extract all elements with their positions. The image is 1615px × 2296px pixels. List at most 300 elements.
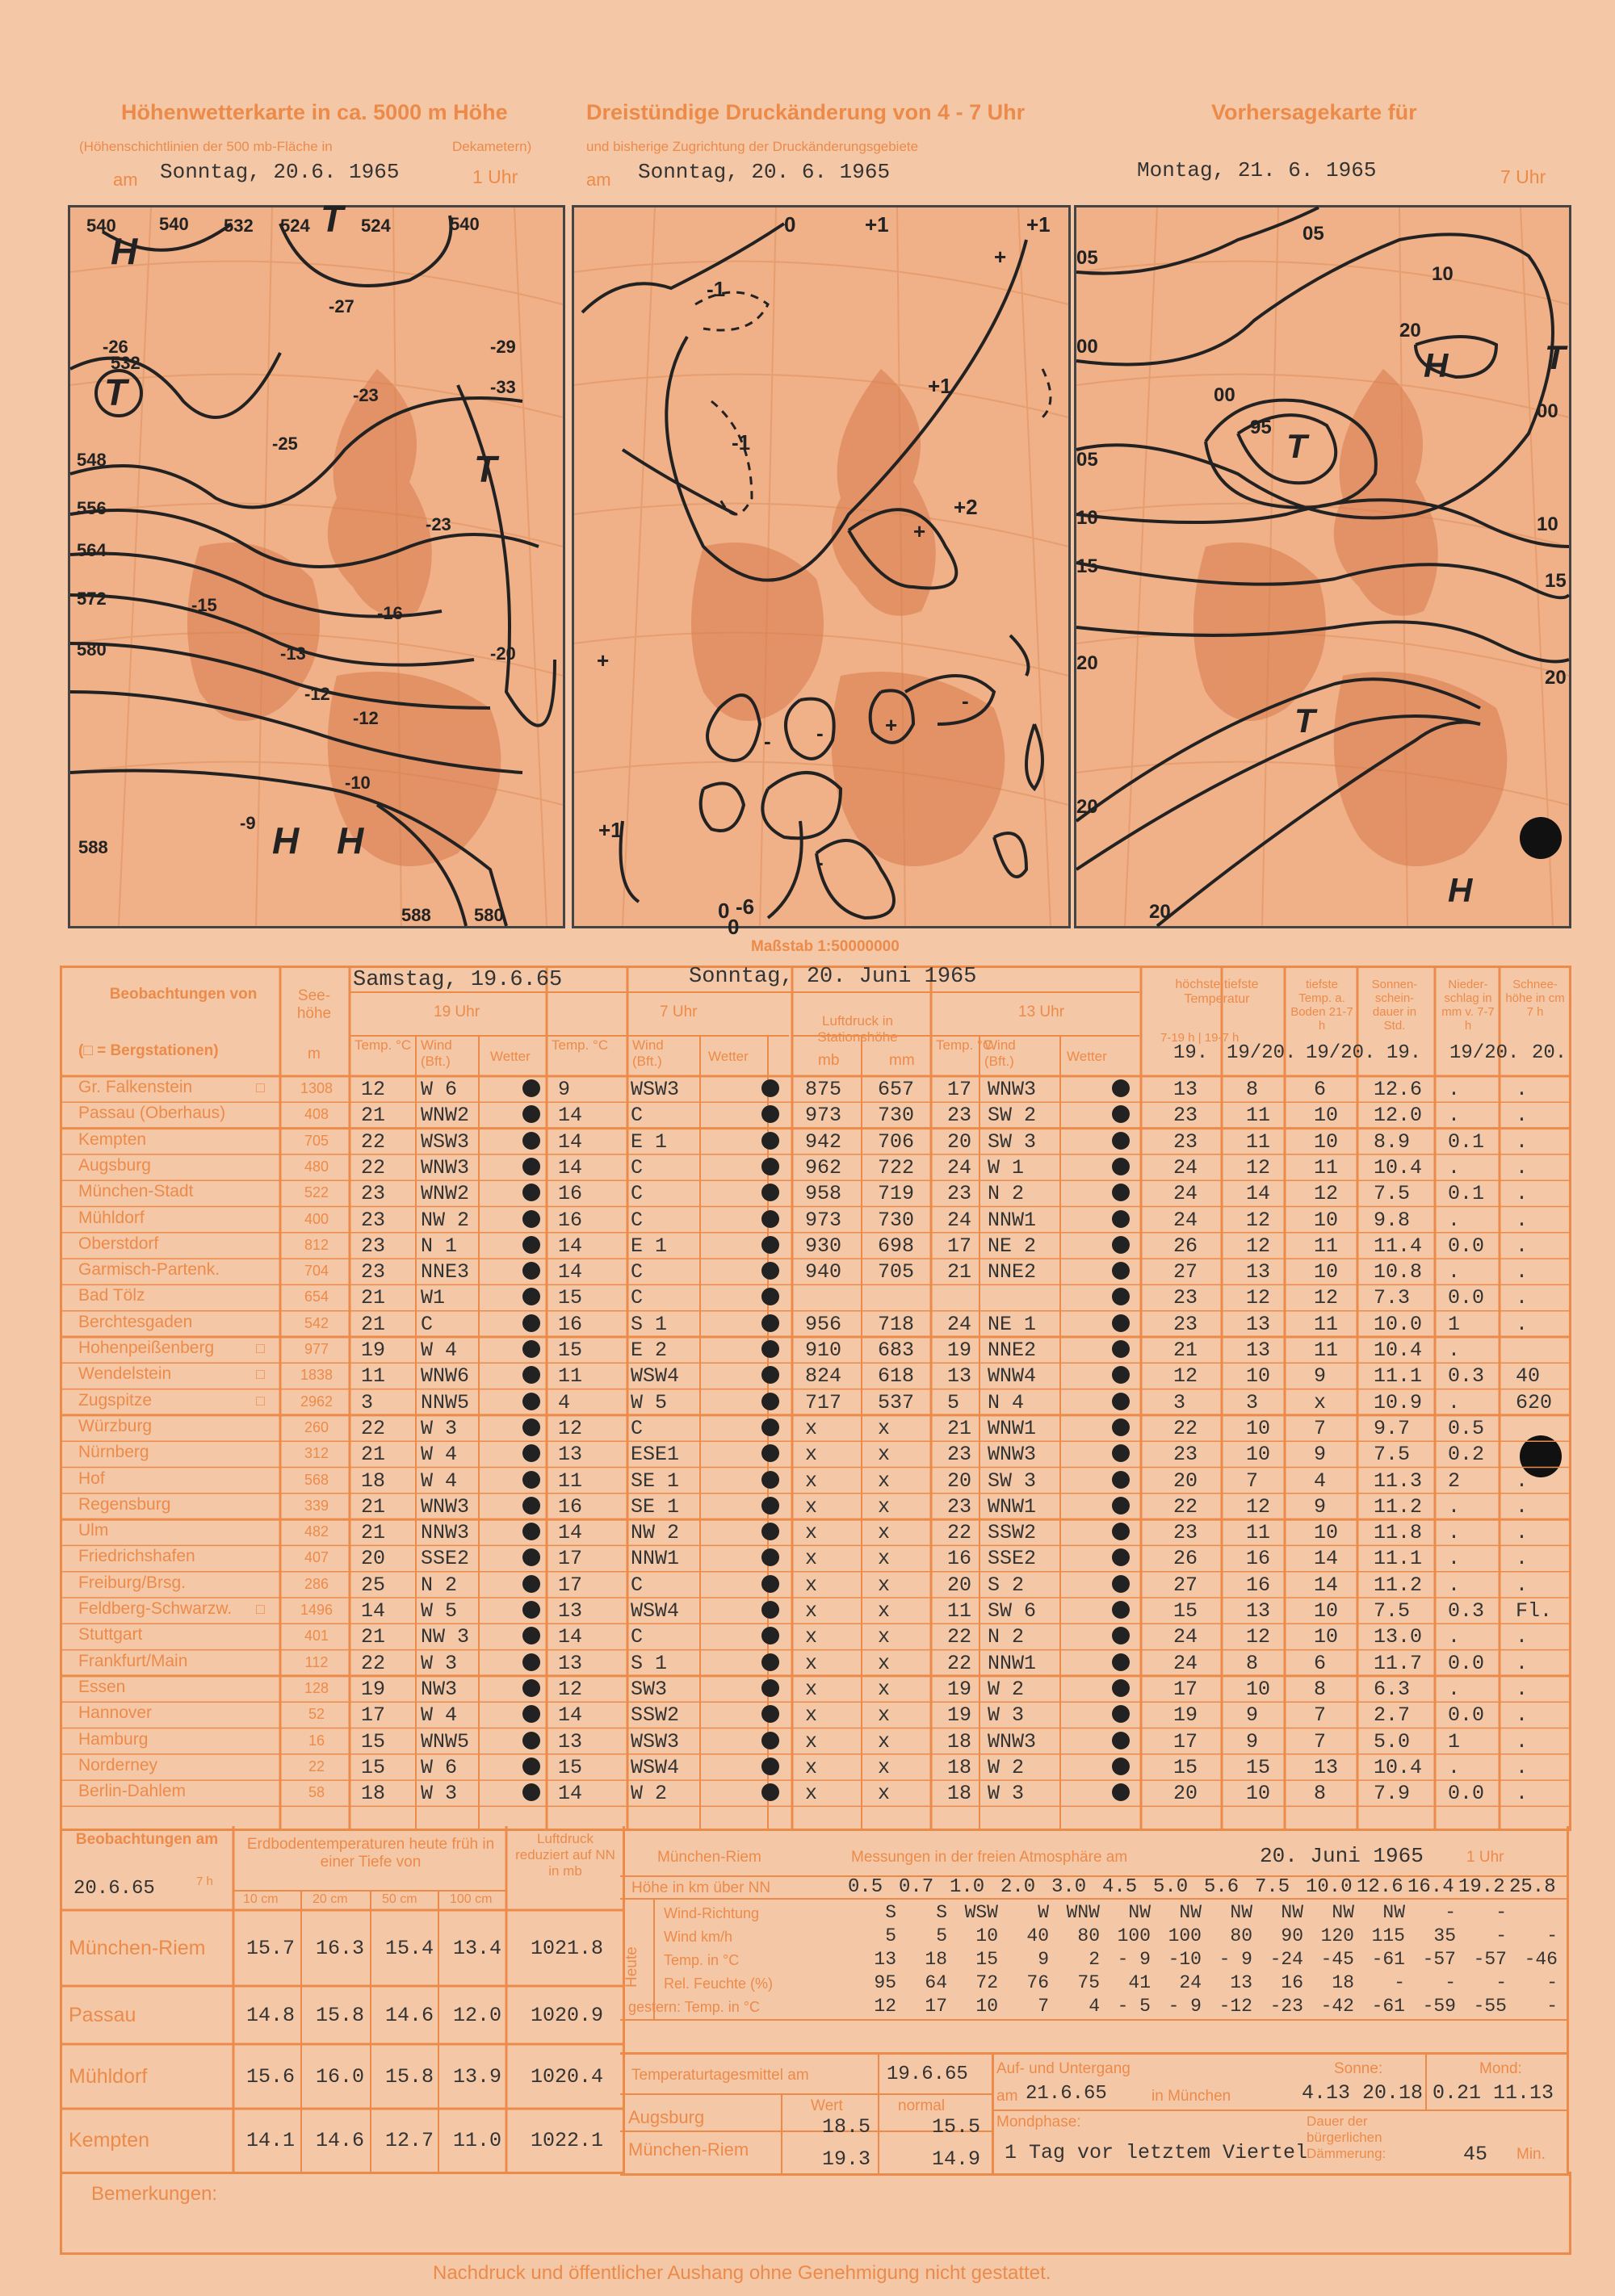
cell-mb: 910 xyxy=(805,1339,842,1362)
weather-symbol xyxy=(1112,1783,1130,1801)
height-value: 5.6 xyxy=(1204,1876,1240,1898)
cell-t13: 20 xyxy=(947,1573,972,1597)
cell-t13: 18 xyxy=(947,1729,972,1753)
cell-sn: . xyxy=(1516,1155,1529,1179)
cell-t13: 5 xyxy=(947,1390,960,1414)
cell-mm: 718 xyxy=(878,1312,915,1336)
cell-lo: 9 xyxy=(1246,1729,1259,1753)
cell-gr: 9 xyxy=(1314,1443,1327,1467)
cell-w19: W 5 xyxy=(421,1599,458,1623)
cell-sd: 12.0 xyxy=(1374,1104,1423,1128)
svg-text:+: + xyxy=(994,245,1007,269)
upper-value: -57 xyxy=(1422,1949,1456,1970)
upper-value: S xyxy=(885,1902,896,1923)
cell-pr: 2 xyxy=(1448,1469,1461,1493)
upper-value: - xyxy=(1394,1972,1405,1993)
svg-text:T: T xyxy=(1286,427,1307,465)
cell-sn: . xyxy=(1516,1234,1529,1258)
svg-text:T: T xyxy=(321,198,344,240)
weather-symbol xyxy=(522,1340,540,1358)
weather-symbol xyxy=(1112,1523,1130,1540)
cell-w13: S 2 xyxy=(988,1573,1025,1597)
cell-pr: . xyxy=(1448,1755,1461,1779)
weather-symbol xyxy=(761,1366,779,1384)
cell-t7: 12 xyxy=(558,1677,583,1701)
cell-w19: NNW3 xyxy=(421,1521,470,1545)
cell-hi: 20 xyxy=(1173,1469,1198,1493)
svg-text:10: 10 xyxy=(1076,507,1098,529)
weather-symbol xyxy=(1112,1653,1130,1671)
weather-symbol xyxy=(1112,1236,1130,1254)
cell-s: Stuttgart xyxy=(78,1625,143,1644)
cell-sd: 12.6 xyxy=(1374,1078,1423,1101)
cell-sd: 9.8 xyxy=(1374,1208,1411,1232)
cell-mm: x xyxy=(878,1443,891,1467)
cell-hi: 23 xyxy=(1173,1312,1198,1336)
upper-value: NW xyxy=(1281,1902,1303,1923)
depth-3: 100 cm xyxy=(450,1892,493,1906)
cell-mm: 730 xyxy=(878,1208,915,1232)
svg-text:+1: +1 xyxy=(928,374,952,398)
upper-value: 5 xyxy=(885,1925,896,1946)
cell-pr: . xyxy=(1448,1208,1461,1232)
weather-symbol xyxy=(761,1132,779,1150)
cell-hi: 24 xyxy=(1173,1625,1198,1649)
cell-mm: x xyxy=(878,1599,891,1623)
cell-mb: 942 xyxy=(805,1129,842,1154)
weather-symbol xyxy=(522,1653,540,1671)
cell-pr: 0.1 xyxy=(1448,1182,1485,1206)
cell-hi: 23 xyxy=(1173,1443,1198,1467)
cell-sd: 10.9 xyxy=(1374,1390,1423,1414)
svg-text:+: + xyxy=(597,648,610,672)
cell-s: Ulm xyxy=(78,1521,109,1540)
cell-mm: 698 xyxy=(878,1234,915,1258)
svg-text:540: 540 xyxy=(450,214,480,234)
upper-value: 90 xyxy=(1281,1925,1303,1946)
mountain-station-marker: □ xyxy=(256,1079,265,1096)
obs-subheader-5: Wetter xyxy=(708,1049,749,1064)
cell-s: Hohenpeißenberg xyxy=(78,1339,215,1357)
cell-s: Würzburg xyxy=(78,1416,153,1435)
left-map-subtitle-2: Dekametern) xyxy=(452,139,532,154)
upper-value: 35 xyxy=(1433,1925,1456,1946)
upper-value: 76 xyxy=(1026,1972,1049,1993)
col-height-header: See-höhe xyxy=(296,987,332,1022)
cell-w7: WSW4 xyxy=(631,1599,680,1623)
weather-symbol xyxy=(522,1418,540,1436)
cell-h: 401 xyxy=(304,1628,329,1644)
upper-value: 120 xyxy=(1320,1925,1354,1946)
cell-lo: 12 xyxy=(1246,1625,1271,1649)
ground-station: Passau xyxy=(69,2004,136,2026)
cell-sd: 11.2 xyxy=(1374,1494,1423,1519)
svg-text:H: H xyxy=(337,819,364,861)
cell-s: Passau (Oberhaus) xyxy=(78,1104,226,1123)
upper-heute: Heute xyxy=(623,1946,640,1988)
sunday-13-time: 13 Uhr xyxy=(1018,1003,1065,1020)
col-station-note: (□ = Bergstationen) xyxy=(78,1042,219,1059)
ground-pressure: 1021.8 xyxy=(531,1937,604,1960)
obs-subheader-6: Temp. °C xyxy=(936,1037,993,1053)
upper-row-label: Wind-Richtung xyxy=(664,1905,760,1921)
tagesmittel-label: Temperaturtagesmittel am xyxy=(631,2067,809,2084)
height-value: 0.7 xyxy=(899,1876,934,1898)
cell-lo: 12 xyxy=(1246,1286,1271,1310)
weather-symbol xyxy=(761,1497,779,1515)
cell-s: Nürnberg xyxy=(78,1443,149,1462)
svg-text:-9: -9 xyxy=(240,813,256,833)
upper-value: WSW xyxy=(964,1902,998,1923)
svg-text:-1: -1 xyxy=(732,430,751,455)
table-row xyxy=(62,1363,1569,1389)
cell-w13: SW 2 xyxy=(988,1104,1037,1128)
cell-t7: 16 xyxy=(558,1494,583,1519)
upper-value: 41 xyxy=(1128,1972,1151,1993)
height-value: 4.5 xyxy=(1102,1876,1138,1898)
sunshine-header: Sonnen-schein-dauer in Std. xyxy=(1371,978,1418,1033)
cell-s: Zugspitze xyxy=(78,1390,153,1410)
cell-sd: 7.5 xyxy=(1374,1599,1411,1623)
svg-text:0: 0 xyxy=(728,915,740,939)
cell-w7: C xyxy=(631,1182,644,1206)
cell-w19: WNW3 xyxy=(421,1494,470,1519)
tagesmittel-date: 19.6.65 xyxy=(887,2063,968,2085)
svg-text:-33: -33 xyxy=(490,377,516,397)
height-value: 0.5 xyxy=(848,1876,883,1898)
weather-symbol xyxy=(1112,1601,1130,1619)
cell-hi: 27 xyxy=(1173,1260,1198,1284)
cell-w19: N 2 xyxy=(421,1573,458,1597)
cell-w19: WNW5 xyxy=(421,1729,470,1753)
ground-temp: 14.8 xyxy=(246,2004,296,2027)
cell-w13: N 4 xyxy=(988,1390,1025,1414)
cell-w13: N 2 xyxy=(988,1625,1025,1649)
cell-t7: 15 xyxy=(558,1286,583,1310)
cell-t13: 20 xyxy=(947,1129,972,1154)
cell-pr: . xyxy=(1448,1573,1461,1597)
svg-text:20: 20 xyxy=(1076,652,1098,674)
cell-sd: 7.5 xyxy=(1374,1443,1411,1467)
cell-lo: 7 xyxy=(1246,1469,1259,1493)
cell-t7: 17 xyxy=(558,1573,583,1597)
sunday-7-time: 7 Uhr xyxy=(660,1003,698,1020)
svg-text:580: 580 xyxy=(77,639,107,660)
cell-sd: 7.9 xyxy=(1374,1782,1411,1806)
cell-pr: 0.0 xyxy=(1448,1703,1485,1728)
cell-pr: . xyxy=(1448,1547,1461,1571)
weather-symbol xyxy=(1112,1079,1130,1097)
cell-lo: 8 xyxy=(1246,1651,1259,1675)
cell-t19: 22 xyxy=(361,1129,386,1154)
cell-hi: 22 xyxy=(1173,1416,1198,1440)
cell-mb: 956 xyxy=(805,1312,842,1336)
svg-text:00: 00 xyxy=(1537,400,1558,422)
upper-value: - xyxy=(1495,1972,1507,1993)
upper-value: 100 xyxy=(1117,1925,1151,1946)
cell-t13: 23 xyxy=(947,1104,972,1128)
cell-t7: 14 xyxy=(558,1703,583,1728)
luftdruck-mb: mb xyxy=(818,1052,840,1069)
upper-value: - 9 xyxy=(1117,1949,1151,1970)
upper-value: - xyxy=(1546,1996,1558,2017)
weather-symbol xyxy=(761,1262,779,1280)
cell-w13: WNW3 xyxy=(988,1078,1037,1101)
svg-text:05: 05 xyxy=(1302,223,1324,245)
cell-w13: WNW3 xyxy=(988,1729,1037,1753)
cell-mb: x xyxy=(805,1625,818,1649)
svg-text:-23: -23 xyxy=(353,385,379,405)
svg-text:556: 556 xyxy=(77,498,107,518)
cell-sd: 10.4 xyxy=(1374,1755,1423,1779)
cell-t7: 4 xyxy=(558,1390,571,1414)
cell-hi: 19 xyxy=(1173,1703,1198,1728)
cell-w7: SE 1 xyxy=(631,1494,680,1519)
tagesmittel-value-2: 19.3 xyxy=(822,2147,871,2171)
cell-sn: . xyxy=(1516,1651,1529,1675)
cell-gr: 7 xyxy=(1314,1729,1327,1753)
svg-text:00: 00 xyxy=(1214,384,1235,406)
cell-lo: 12 xyxy=(1246,1494,1271,1519)
cell-w7: WSW4 xyxy=(631,1364,680,1389)
cell-sn: . xyxy=(1516,1494,1529,1519)
cell-h: 480 xyxy=(304,1158,329,1175)
cell-hi: 13 xyxy=(1173,1078,1198,1101)
cell-lo: 11 xyxy=(1246,1521,1271,1545)
ground-temp: 16.3 xyxy=(316,1937,365,1960)
cell-pr: 0.0 xyxy=(1448,1234,1485,1258)
weather-symbol xyxy=(1112,1184,1130,1201)
table-row xyxy=(62,1702,1569,1728)
weather-symbol xyxy=(522,1288,540,1305)
cell-gr: 10 xyxy=(1314,1129,1339,1154)
cell-gr: 12 xyxy=(1314,1286,1339,1310)
upper-value: NW xyxy=(1179,1902,1202,1923)
weather-symbol xyxy=(522,1236,540,1254)
cell-sd: 2.7 xyxy=(1374,1703,1411,1728)
cell-gr: x xyxy=(1314,1390,1327,1414)
cell-w7: SSW2 xyxy=(631,1703,680,1728)
cell-hi: 15 xyxy=(1173,1599,1198,1623)
cell-w13: WNW3 xyxy=(988,1443,1037,1467)
cell-sn: . xyxy=(1516,1703,1529,1728)
svg-text:540: 540 xyxy=(159,214,189,234)
cell-sn: . xyxy=(1516,1469,1529,1493)
moon-times: 0.21 11.13 xyxy=(1433,2081,1554,2105)
cell-t19: 14 xyxy=(361,1599,386,1623)
cell-lo: 13 xyxy=(1246,1339,1271,1362)
table-row xyxy=(62,1207,1569,1233)
cell-w13: SW 6 xyxy=(988,1599,1037,1623)
sun-moon-box xyxy=(992,2052,1569,2176)
ground-temp: 13.9 xyxy=(453,2065,502,2089)
ground-temp: 15.4 xyxy=(385,1937,434,1960)
weather-symbol xyxy=(1112,1262,1130,1280)
cell-sd: 11.1 xyxy=(1374,1547,1423,1571)
upper-value: - 9 xyxy=(1219,1949,1252,1970)
ground-title: Beobachtungen am xyxy=(75,1831,219,1848)
cell-mb: x xyxy=(805,1573,818,1597)
cell-sn: . xyxy=(1516,1260,1529,1284)
cell-gr: 10 xyxy=(1314,1104,1339,1128)
cell-lo: 3 xyxy=(1246,1390,1259,1414)
cell-lo: 10 xyxy=(1246,1782,1271,1806)
pressure-change-map xyxy=(572,205,1071,939)
cell-t19: 21 xyxy=(361,1104,386,1128)
cell-h: 542 xyxy=(304,1314,329,1331)
cell-lo: 10 xyxy=(1246,1677,1271,1701)
cell-t7: 16 xyxy=(558,1312,583,1336)
cell-mb: x xyxy=(805,1494,818,1519)
cell-sd: 5.0 xyxy=(1374,1729,1411,1753)
cell-gr: 14 xyxy=(1314,1573,1339,1597)
cell-pr: 0.1 xyxy=(1448,1129,1485,1154)
cell-sd: 11.2 xyxy=(1374,1573,1423,1597)
cell-s: Mühldorf xyxy=(78,1208,145,1227)
upper-value: - 5 xyxy=(1117,1996,1151,2017)
daemmerung-label: Dauer der bürgerlichen Dämmerung: xyxy=(1307,2114,1386,2161)
cell-t19: 18 xyxy=(361,1469,386,1493)
tagesmittel-normal-1: 15.5 xyxy=(932,2115,981,2139)
cell-gr: 4 xyxy=(1314,1469,1327,1493)
cell-mm: x xyxy=(878,1651,891,1675)
cell-sn: . xyxy=(1516,1573,1529,1597)
cell-hi: 20 xyxy=(1173,1782,1198,1806)
cell-s: München-Stadt xyxy=(78,1182,194,1201)
weather-symbol xyxy=(761,1393,779,1410)
cell-w13: WNW1 xyxy=(988,1494,1037,1519)
upper-value: -42 xyxy=(1320,1996,1354,2017)
upper-value: 9 xyxy=(1038,1949,1049,1970)
weather-symbol xyxy=(761,1548,779,1566)
svg-text:588: 588 xyxy=(78,837,108,857)
svg-text:-23: -23 xyxy=(426,514,451,534)
cell-w19: SSE2 xyxy=(421,1547,470,1571)
cell-s: Hamburg xyxy=(78,1729,149,1749)
cell-lo: 16 xyxy=(1246,1573,1271,1597)
ground-date: 20.6.65 xyxy=(73,1878,155,1900)
cell-t7: 14 xyxy=(558,1625,583,1649)
cell-t19: 22 xyxy=(361,1416,386,1440)
cell-s: Regensburg xyxy=(78,1494,171,1514)
tagesmittel-value-1: 18.5 xyxy=(822,2115,871,2139)
table-row xyxy=(62,1780,1569,1806)
cell-mm: 722 xyxy=(878,1155,915,1179)
svg-text:572: 572 xyxy=(77,589,107,609)
sun-moon-label: Auf- und Untergang xyxy=(996,2060,1130,2077)
cell-t13: 17 xyxy=(947,1078,972,1101)
cell-w7: C xyxy=(631,1104,644,1128)
obs-subheader-2: Wetter xyxy=(490,1049,531,1064)
upper-value: 17 xyxy=(925,1996,947,2017)
cell-w13: SSW2 xyxy=(988,1521,1037,1545)
cell-t7: 11 xyxy=(558,1469,583,1493)
map-scale: Maßstab 1:50000000 xyxy=(751,938,900,955)
table-row xyxy=(62,1284,1569,1310)
cell-mb: 824 xyxy=(805,1364,842,1389)
weather-symbol xyxy=(761,1758,779,1775)
upper-value: - 9 xyxy=(1168,1996,1202,2017)
cell-w7: W 2 xyxy=(631,1782,668,1806)
cell-w13: WNW4 xyxy=(988,1364,1037,1389)
cell-w7: SW3 xyxy=(631,1677,668,1701)
right-map-time: 7 Uhr xyxy=(1500,166,1546,187)
weather-symbol xyxy=(761,1236,779,1254)
svg-text:05: 05 xyxy=(1076,247,1098,269)
cell-t19: 23 xyxy=(361,1234,386,1258)
cell-mm: x xyxy=(878,1677,891,1701)
cell-w19: N 1 xyxy=(421,1234,458,1258)
cell-t13: 20 xyxy=(947,1469,972,1493)
weather-symbol xyxy=(522,1497,540,1515)
upper-value: 15 xyxy=(975,1949,998,1970)
cell-mm: x xyxy=(878,1782,891,1806)
upper-value: -46 xyxy=(1524,1949,1558,1970)
cell-sd: 9.7 xyxy=(1374,1416,1411,1440)
upper-value: -57 xyxy=(1473,1949,1507,1970)
ground-temp: 11.0 xyxy=(453,2129,502,2152)
cell-lo: 12 xyxy=(1246,1155,1271,1179)
height-value: 10.0 xyxy=(1306,1876,1353,1898)
cell-lo: 12 xyxy=(1246,1234,1271,1258)
cell-t7: 14 xyxy=(558,1260,583,1284)
weather-symbol xyxy=(522,1601,540,1619)
cell-h: 260 xyxy=(304,1418,329,1435)
cell-h: 568 xyxy=(304,1471,329,1488)
cell-t13: 18 xyxy=(947,1755,972,1779)
col-height-unit: m xyxy=(308,1045,321,1062)
ground-time: 7 h xyxy=(196,1875,213,1888)
weather-symbol xyxy=(761,1653,779,1671)
cell-hi: 12 xyxy=(1173,1364,1198,1389)
svg-text:-25: -25 xyxy=(272,434,298,454)
cell-mm: x xyxy=(878,1729,891,1753)
sun-moon-am: am xyxy=(996,2088,1018,2105)
cell-w19: C xyxy=(421,1312,434,1336)
cell-t7: 14 xyxy=(558,1234,583,1258)
cell-w13: W 2 xyxy=(988,1755,1025,1779)
weather-symbol xyxy=(522,1184,540,1201)
snow-header: Schnee-höhe in cm 7 h xyxy=(1505,978,1565,1019)
cell-sd: 13.0 xyxy=(1374,1625,1423,1649)
observations-table xyxy=(60,966,1571,1831)
cell-w19: WNW3 xyxy=(421,1155,470,1179)
upper-value: 64 xyxy=(925,1972,947,1993)
cell-sd: 10.8 xyxy=(1374,1260,1423,1284)
upper-value: 75 xyxy=(1077,1972,1100,1993)
cell-t7: 14 xyxy=(558,1104,583,1128)
mondphase-label: Mondphase: xyxy=(996,2114,1081,2131)
cell-s: Augsburg xyxy=(78,1155,151,1175)
sun-moon-date: 21.6.65 xyxy=(1026,2083,1107,2105)
cell-h: 1838 xyxy=(300,1367,333,1384)
cell-gr: 11 xyxy=(1314,1312,1339,1336)
cell-pr: 0.2 xyxy=(1448,1443,1485,1467)
table-row xyxy=(62,1754,1569,1780)
upper-value: -59 xyxy=(1422,1996,1456,2017)
cell-mb: 940 xyxy=(805,1260,842,1284)
svg-text:-: - xyxy=(962,689,969,713)
cell-t7: 15 xyxy=(558,1755,583,1779)
table-row xyxy=(62,1337,1569,1363)
cell-h: 286 xyxy=(304,1575,329,1592)
cell-t13: 23 xyxy=(947,1494,972,1519)
mountain-station-marker: □ xyxy=(256,1366,265,1383)
upper-value: - xyxy=(1546,1925,1558,1946)
cell-hi: 26 xyxy=(1173,1234,1198,1258)
cell-pr: 1 xyxy=(1448,1312,1461,1336)
cell-h: 2962 xyxy=(300,1393,333,1410)
